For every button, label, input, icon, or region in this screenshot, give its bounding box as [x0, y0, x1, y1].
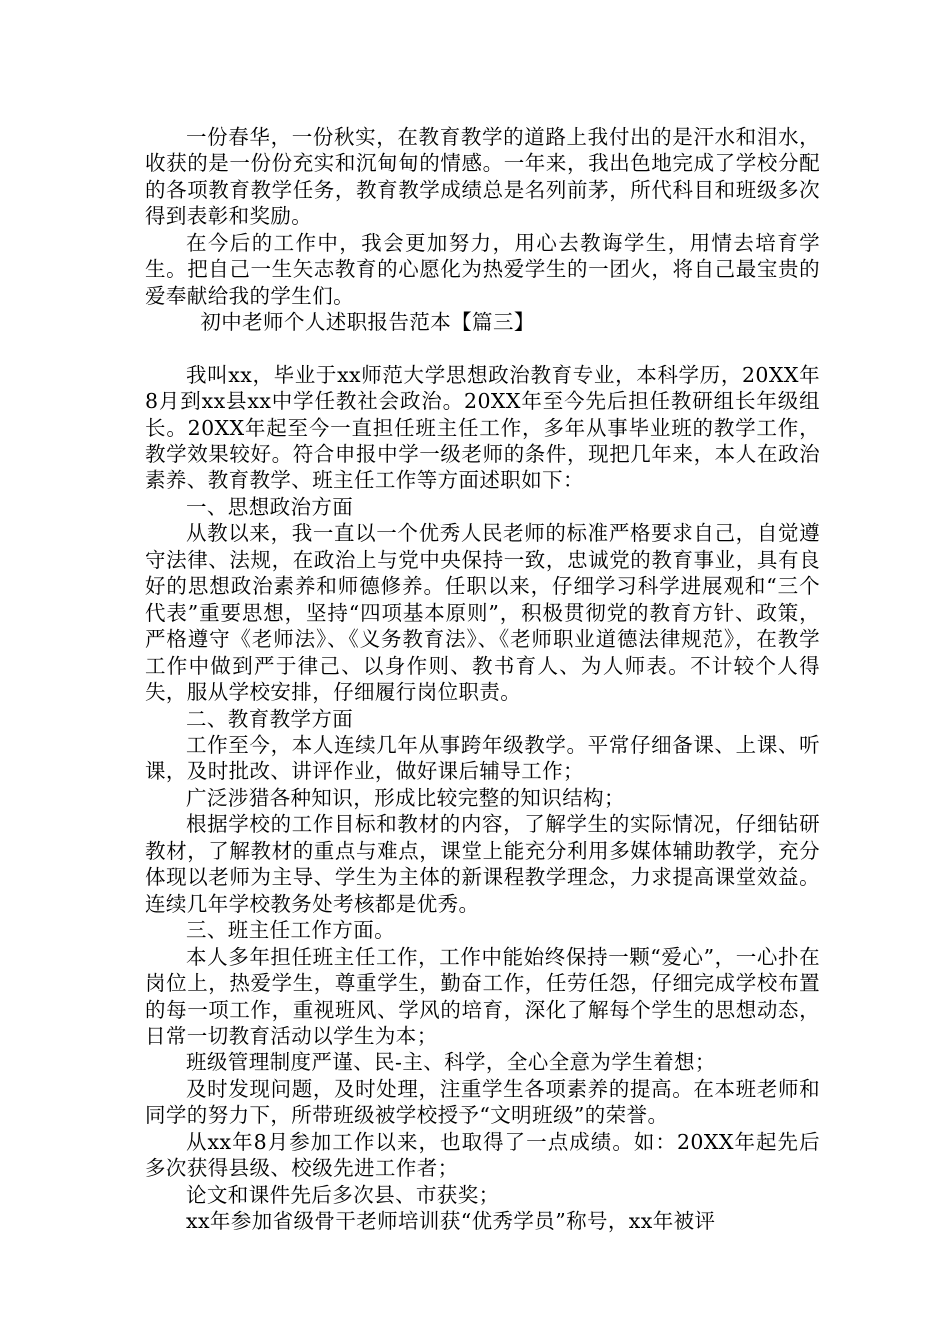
section-heading: 二、教育教学方面 — [186, 706, 354, 731]
section-title: 初中老师个人述职报告范本【篇三】 — [200, 310, 535, 335]
paragraph: 班级管理制度严谨、民-主、科学，全心全意为学生着想； — [186, 1050, 716, 1075]
paragraph: 工作至今，本人连续几年从事跨年级教学。平常仔细备课、上课、听课，及时批改、讲评作业，做好课后辅导工作； — [145, 732, 820, 784]
paragraph: xx年参加省级骨干老师培训获“优秀学员”称号，xx年被评 — [186, 1209, 716, 1234]
document-page — [145, 124, 820, 1235]
paragraph: 从教以来，我一直以一个优秀人民老师的标准严格要求自己，自觉遵守法律、法规，在政治上与党中央保持一致，忠诚党的教育事业，具有良好的思想政治素养和师德修养。任职以来，仔细学习科学进展观和“三个代表”重要思想，坚持“四项基本原则”，积极贯彻党的教育方针、政策，严格遵守《老师法》、《义务教育法》、《老师职业道德法律规范》，在教学工作中做到严于律己、以身作则、教书育人、为人师表。不计较个人得失，服从学校安排，仔细履行岗位职责。 — [145, 521, 820, 705]
paragraph: 广泛涉猎各种知识，形成比较完整的知识结构； — [186, 785, 625, 810]
paragraph: 及时发现问题，及时处理，注重学生各项素养的提高。在本班老师和同学的努力下，所带班级被学校授予“文明班级”的荣誉。 — [145, 1076, 820, 1128]
paragraph: 本人多年担任班主任工作，工作中能始终保持一颗“爱心”，一心扑在岗位上，热爱学生，尊重学生，勤奋工作，任劳任怨，仔细完成学校布置的每一项工作，重视班风、学风的培育，深化了解每个学生的思想动态，日常一切教育活动以学生为本； — [145, 944, 820, 1048]
section-heading: 一、思想政治方面 — [186, 494, 354, 519]
paragraph: 论文和课件先后多次县、市获奖； — [186, 1182, 500, 1207]
section-heading: 三、班主任工作方面。 — [186, 918, 395, 943]
paragraph: 根据学校的工作目标和教材的内容，了解学生的实际情况，仔细钻研教材，了解教材的重点与难点，课堂上能充分利用多媒体辅助教学，充分体现以老师为主导、学生为主体的新课程教学理念，力求提高课堂效益。连续几年学校教务处考核都是优秀。 — [145, 812, 820, 916]
paragraph: 从xx年8月参加工作以来，也取得了一点成绩。如：20XX年起先后多次获得县级、校级先进工作者； — [145, 1129, 820, 1181]
paragraph: 一份春华，一份秋实，在教育教学的道路上我付出的是汗水和泪水，收获的是一份份充实和沉甸甸的情感。一年来，我出色地完成了学校分配的各项教育教学任务，教育教学成绩总是名列前茅，所代科目和班级多次得到表彰和奖励。 — [145, 125, 820, 229]
paragraph: 在今后的工作中，我会更加努力，用心去教诲学生，用情去培育学生。把自己一生矢志教育的心愿化为热爱学生的一团火，将自己最宝贵的爱奉献给我的学生们。 — [145, 230, 820, 308]
paragraph: 我叫xx，毕业于xx师范大学思想政治教育专业，本科学历，20XX年8月到xx县xx中学任教社会政治。20XX年至今先后担任教研组长年级组长。20XX年起至今一直担任班主任工作，多年从事毕业班的教学工作，教学效果较好。符合申报中学一级老师的条件，现把几年来，本人在政治素养、教育教学、班主任工作等方面述职如下： — [145, 362, 820, 493]
